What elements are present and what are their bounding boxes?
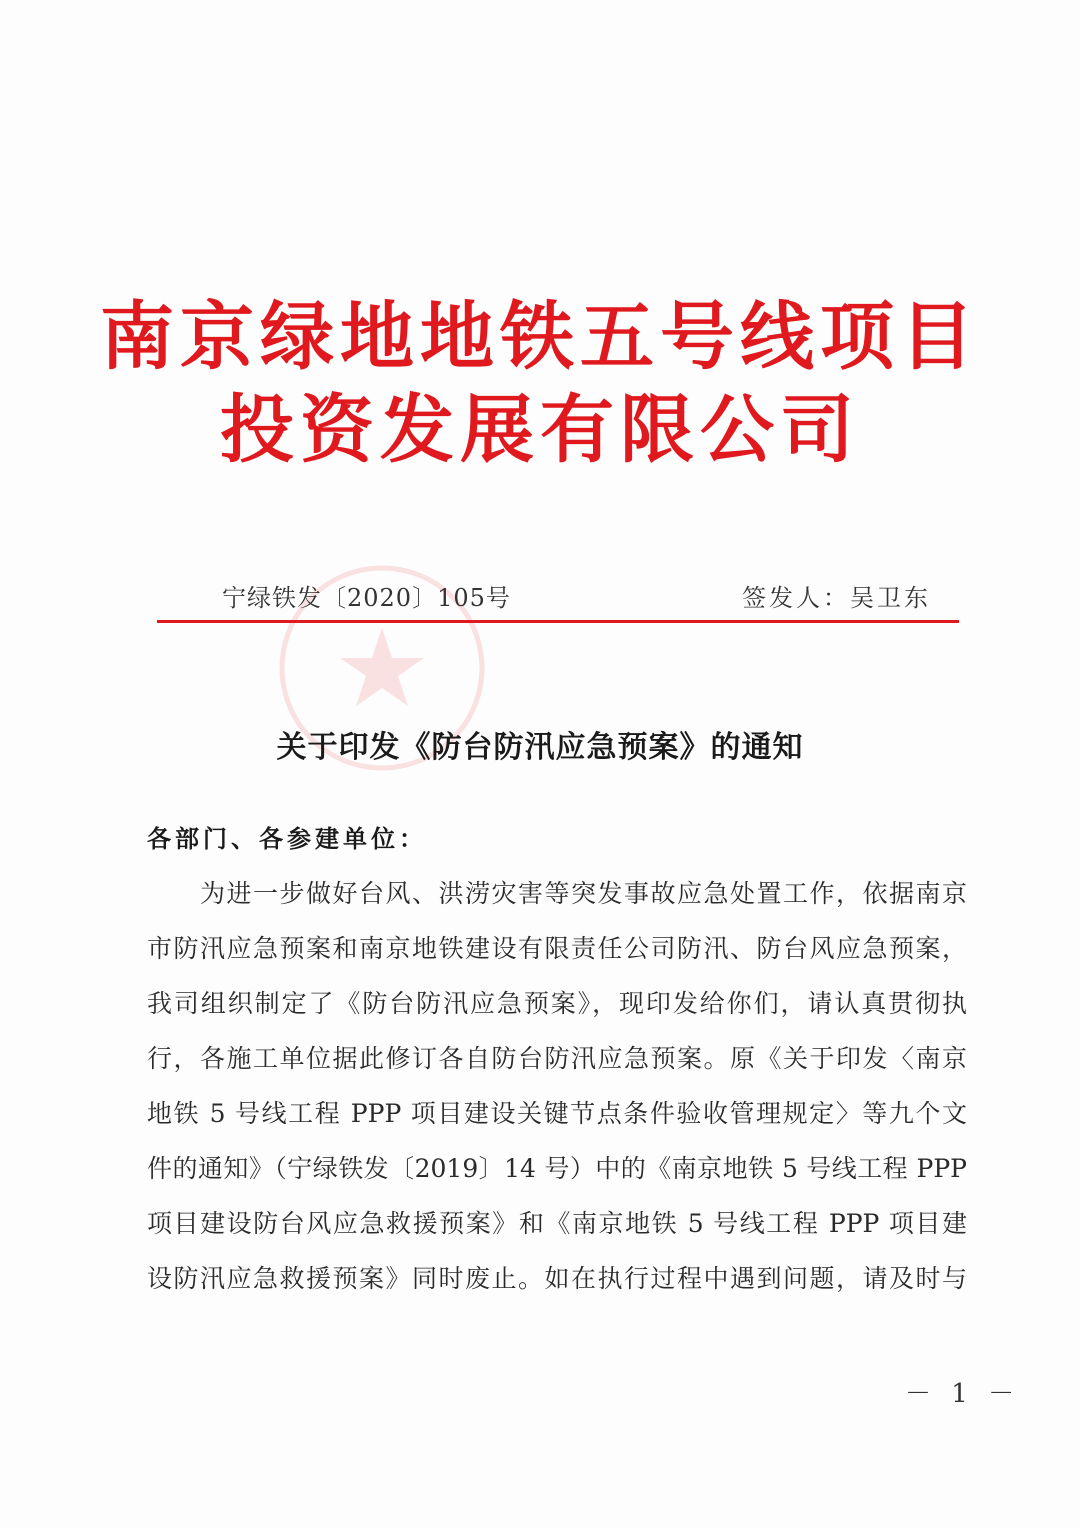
org-name-line2: 投资发展有限公司 [220, 387, 860, 473]
body-line: 行，各施工单位据此修订各自防台防汛应急预案。原《关于印发〈南京 [147, 1044, 967, 1073]
signer-label: 签发人： [742, 584, 850, 612]
document-number: 宁绿铁发〔2020〕105号 [222, 584, 511, 612]
red-divider-line [157, 620, 959, 623]
signer [742, 578, 931, 613]
seal-star-icon [340, 628, 424, 706]
body-line: 项目建设防台风应急救援预案》和《南京地铁 5 号线工程 PPP 项目建 [147, 1209, 967, 1238]
notice-title: 关于印发《防台防汛应急预案》的通知 [276, 730, 804, 765]
page-number: － 1 － [905, 1379, 1021, 1409]
body-line: 地铁 5 号线工程 PPP 项目建设关键节点条件验收管理规定〉等九个文 [147, 1099, 967, 1128]
body-line: 件的通知》（宁绿铁发〔2019〕14 号）中的《南京地铁 5 号线工程 PPP [147, 1154, 967, 1183]
signer-name: 吴卫东 [850, 584, 931, 612]
org-name-line1: 南京绿地地铁五号线项目 [100, 294, 980, 380]
body-line: 设防汛应急救援预案》同时废止。如在执行过程中遇到问题，请及时与 [147, 1264, 967, 1293]
body-line: 为进一步做好台风、洪涝灾害等突发事故应急处置工作，依据南京 [200, 879, 967, 908]
salutation: 各部门、各参建单位： [147, 825, 427, 853]
body-line: 市防汛应急预案和南京地铁建设有限责任公司防汛、防台风应急预案， [147, 934, 967, 963]
body-line: 我司组织制定了《防台防汛应急预案》，现印发给你们，请认真贯彻执 [147, 989, 967, 1018]
